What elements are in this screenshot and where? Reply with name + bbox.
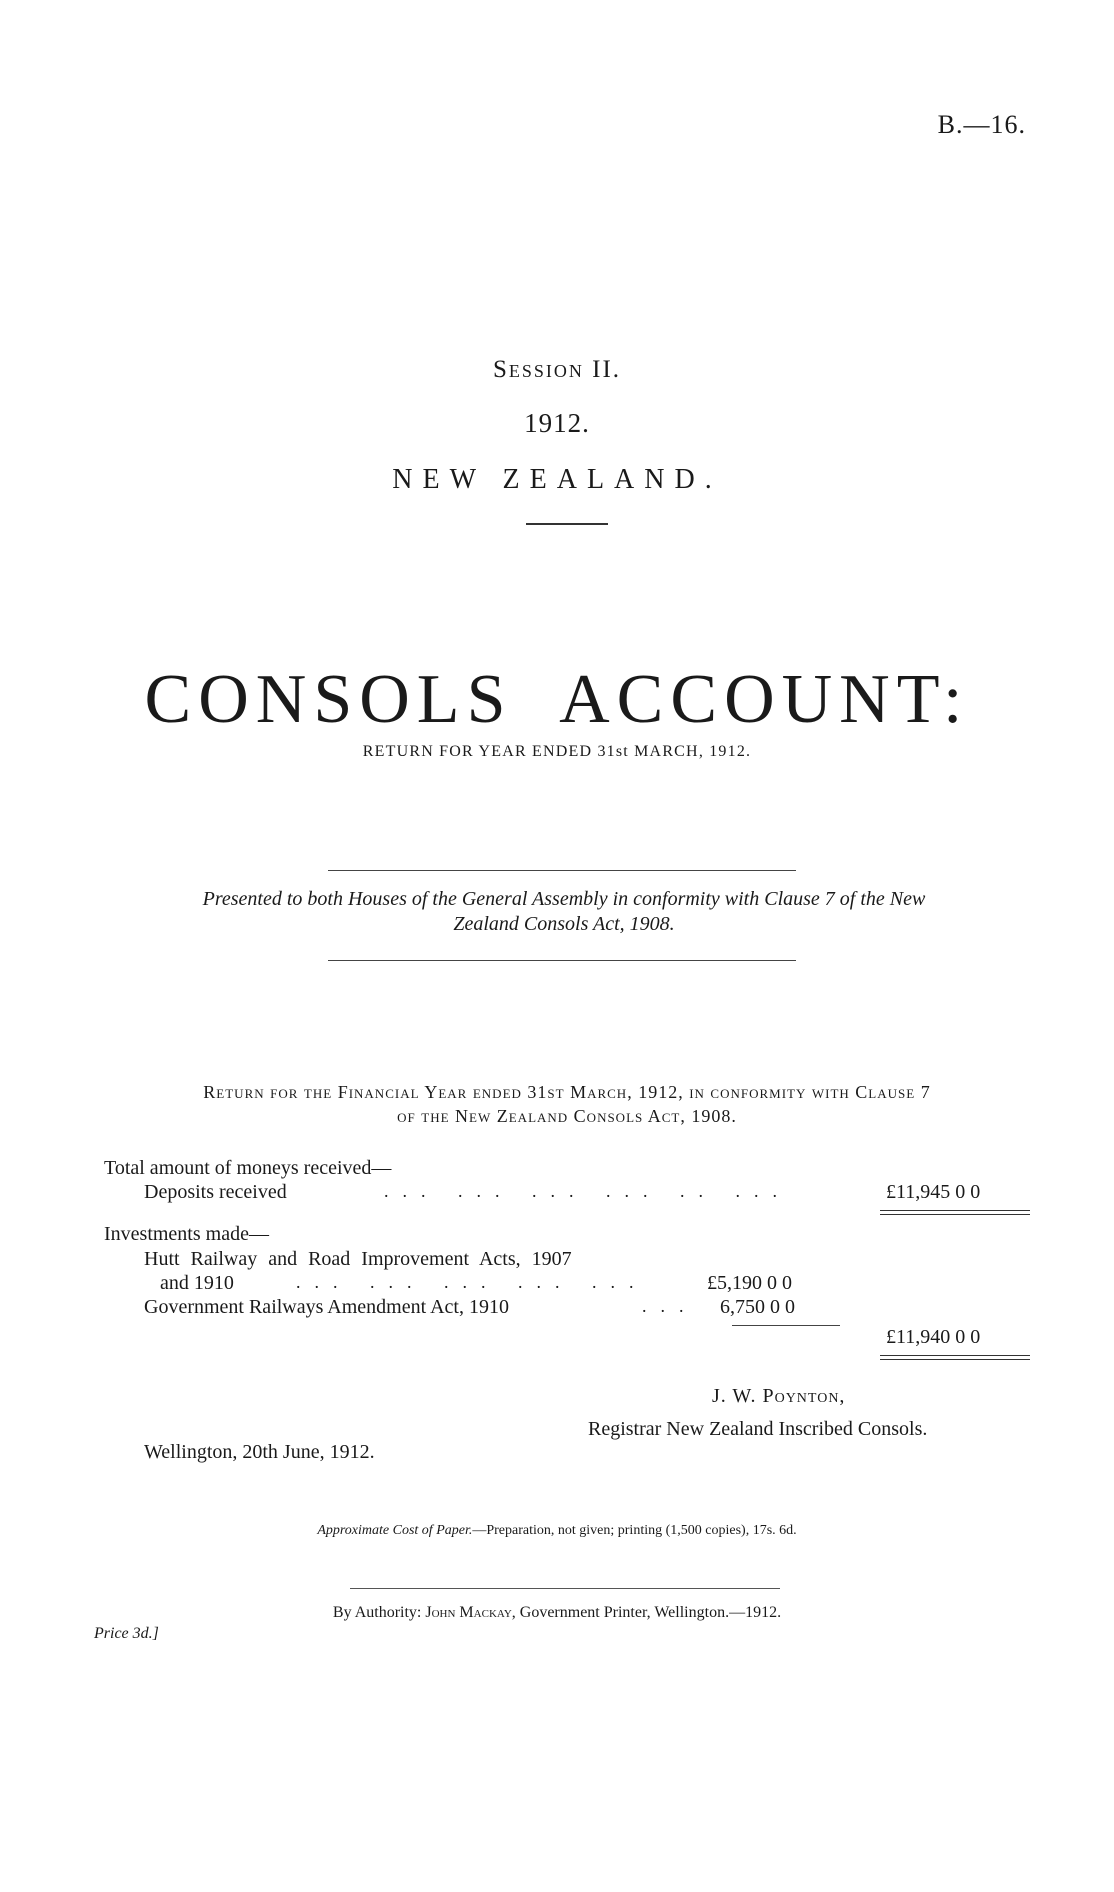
signatory-name: J. W. Poynton, [712, 1385, 846, 1407]
govt-railways-label: Government Railways Amendment Act, 1910 [144, 1296, 509, 1318]
subtotal-rule [732, 1325, 840, 1326]
hutt-label-line-2: and 1910 [160, 1272, 234, 1294]
authority-line [0, 1604, 1114, 1622]
received-heading: Total amount of moneys received— [104, 1157, 392, 1179]
deposits-amount: £11,945 0 0 [886, 1181, 981, 1203]
hutt-label-line-1: Hutt Railway and Road Improvement Acts, 1907 [144, 1248, 572, 1270]
authority-prefix: By Authority: [332, 1604, 426, 1621]
investments-double-rule [880, 1355, 1030, 1360]
cost-text: —Preparation, not given; printing (1,500 copies), 17s. 6d. [472, 1523, 797, 1538]
authority-divider [350, 1588, 780, 1589]
authority-suffix: , Government Printer, Wellington.—1912. [511, 1604, 782, 1621]
presented-line-2: Zealand Consols Act, 1908. [453, 913, 675, 935]
return-heading-line-2: of the New Zealand Consols Act, 1908. [397, 1106, 737, 1126]
session-label: Session II. [492, 356, 622, 383]
country-label: NEW ZEALAND. [392, 464, 722, 495]
deposits-leader-dots: ... ... ... ... .. ... [384, 1181, 791, 1201]
document-title: CONSOLS ACCOUNT: [144, 661, 970, 738]
cost-label: Approximate Cost of Paper. [317, 1523, 473, 1538]
printer-name: John Mackay [425, 1604, 512, 1621]
divider-bottom [328, 960, 796, 961]
govt-railways-leader-dots: ... [642, 1296, 698, 1316]
investments-heading: Investments made— [104, 1223, 269, 1245]
hutt-amount: £5,190 0 0 [707, 1272, 792, 1294]
govt-railways-amount: 6,750 0 0 [720, 1296, 795, 1318]
signatory-title: Registrar New Zealand Inscribed Consols. [588, 1418, 928, 1440]
hutt-leader-dots: ... ... ... ... ... [296, 1272, 648, 1292]
header-divider [526, 523, 608, 525]
investments-total: £11,940 0 0 [886, 1326, 981, 1348]
deposits-double-rule [880, 1210, 1030, 1215]
deposits-label: Deposits received [144, 1181, 287, 1203]
document-subtitle: RETURN FOR YEAR ENDED 31st MARCH, 1912. [362, 743, 752, 760]
place-and-date: Wellington, 20th June, 1912. [144, 1441, 375, 1463]
year-label: 1912. [524, 408, 590, 438]
presented-line-1: Presented to both Houses of the General Assembly in conformity with Clause 7 of the New [202, 888, 926, 910]
cost-note [0, 1523, 1114, 1539]
price-note: Price 3d.] [94, 1625, 159, 1642]
return-heading-line-1: Return for the Financial Year ended 31st March, 1912, in conformity with Clause 7 [203, 1082, 931, 1102]
presented-note [104, 887, 1024, 937]
divider-top [328, 870, 796, 871]
page-reference: B.—16. [937, 110, 1026, 139]
return-heading [100, 1080, 1034, 1128]
